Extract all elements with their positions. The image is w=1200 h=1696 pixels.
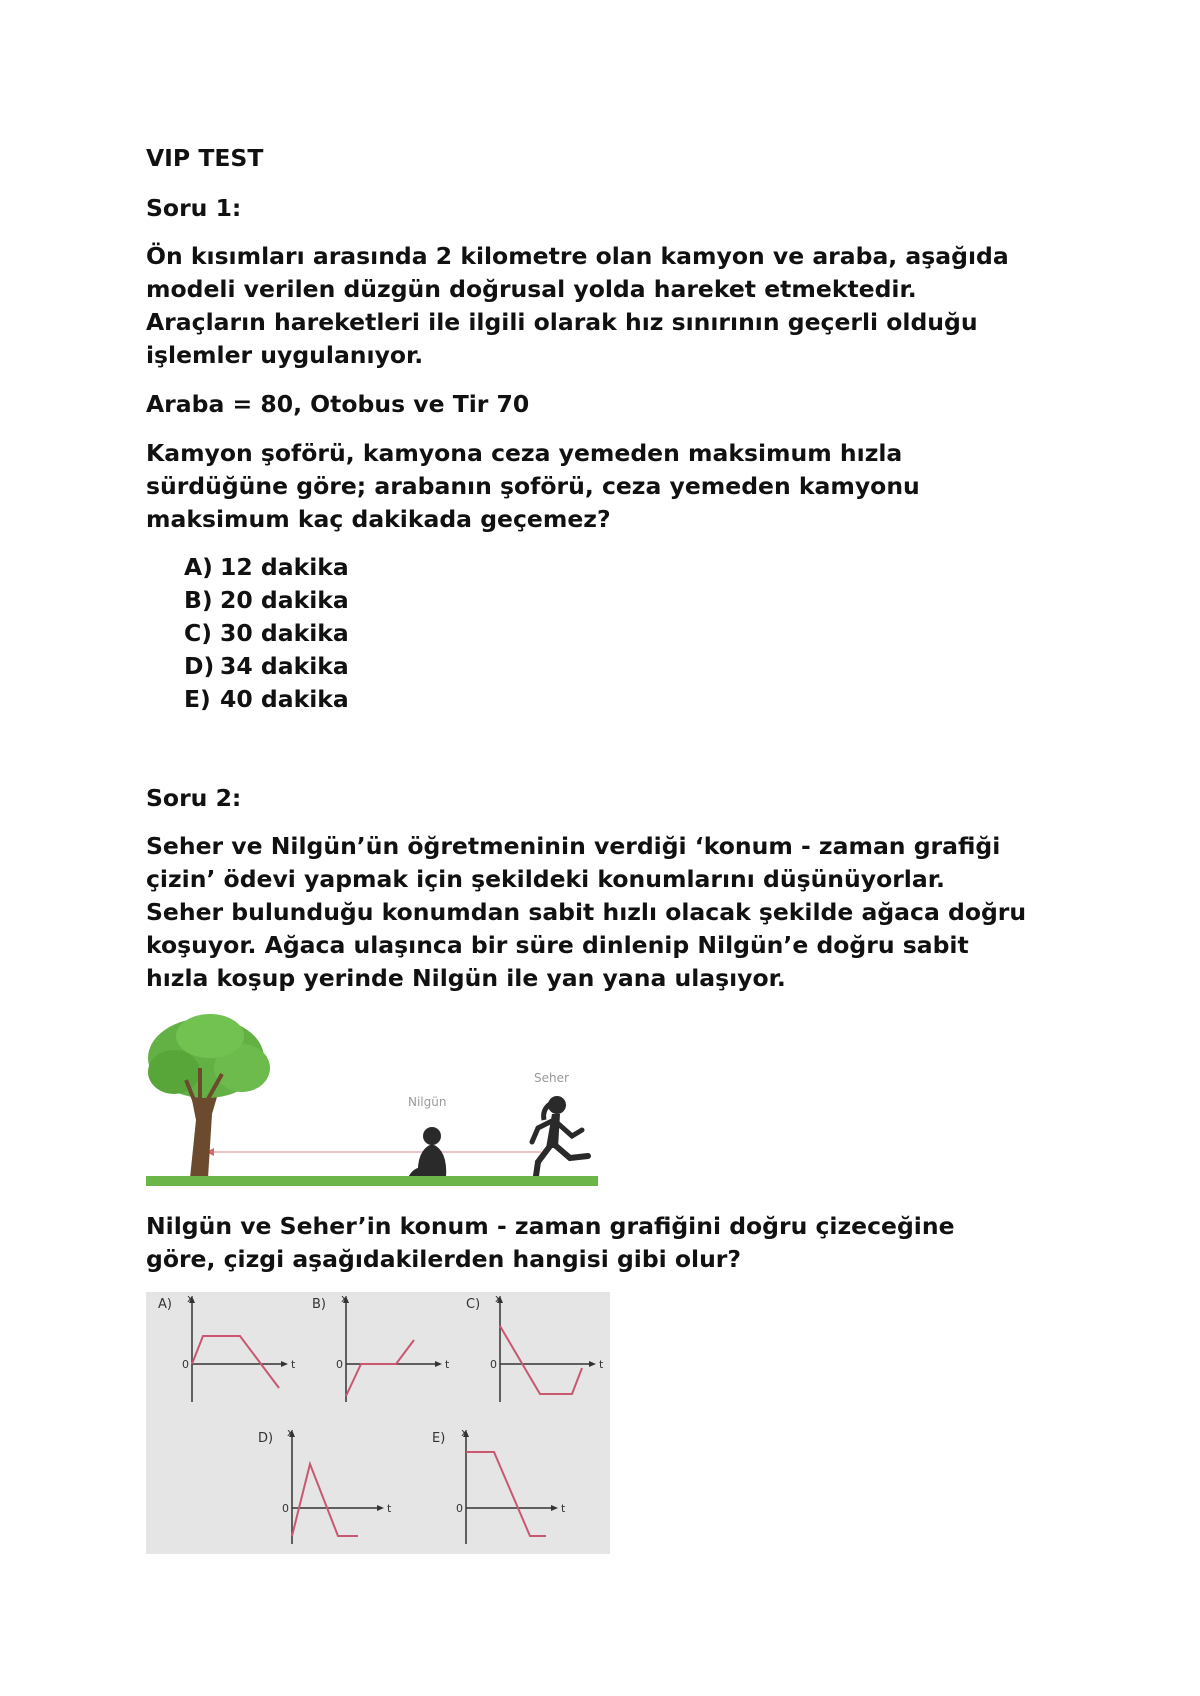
option-b[interactable]: [184, 584, 349, 617]
y-axis-label: x: [341, 1292, 348, 1305]
option-e[interactable]: [184, 683, 349, 716]
seher-label: Seher: [534, 1071, 569, 1085]
origin-label: 0: [182, 1358, 189, 1371]
graph-option-letter: A): [158, 1297, 172, 1312]
origin-label: 0: [282, 1502, 289, 1515]
option-text: 12 dakika: [220, 553, 349, 581]
y-axis-label: x: [495, 1292, 502, 1305]
scene-illustration: [146, 1010, 598, 1186]
origin-label: 0: [336, 1358, 343, 1371]
question-1-options: [184, 551, 349, 716]
document-title: VIP TEST: [146, 144, 264, 172]
graph-options-figure: [146, 1292, 610, 1554]
graph-option-letter: B): [312, 1297, 326, 1312]
question-2-text-line: hızla koşup yerinde Nilgün ile yan yana ulaşıyor.: [146, 964, 786, 992]
option-text: 40 dakika: [220, 685, 349, 713]
option-text: 30 dakika: [220, 619, 349, 647]
option-letter: A): [184, 553, 213, 581]
grass-ground: [146, 1176, 598, 1186]
question-1-text-line: Araçların hareketleri ile ilgili olarak hız sınırının geçerli olduğu: [146, 308, 978, 336]
option-letter: D): [184, 652, 215, 680]
option-letter: C): [184, 619, 212, 647]
question-1-text-line: Ön kısımları arasında 2 kilometre olan kamyon ve araba, aşağıda: [146, 242, 1009, 270]
question-2-text-line: Seher bulunduğu konumdan sabit hızlı olacak şekilde ağaca doğru: [146, 898, 1027, 926]
y-axis-label: x: [461, 1426, 468, 1439]
question-1-heading: Soru 1:: [146, 194, 242, 222]
option-text: 34 dakika: [220, 652, 349, 680]
option-a[interactable]: [184, 551, 349, 584]
question-1-prompt-line: Kamyon şoförü, kamyona ceza yemeden maksimum hızla: [146, 439, 903, 467]
graph-option-letter: E): [432, 1431, 446, 1446]
origin-label: 0: [490, 1358, 497, 1371]
option-letter: E): [184, 685, 211, 713]
question-1-prompt-line: maksimum kaç dakikada geçemez?: [146, 505, 611, 533]
x-axis-label: t: [561, 1502, 566, 1515]
option-c[interactable]: [184, 617, 349, 650]
y-axis-label: x: [187, 1292, 194, 1305]
question-2-text-line: Seher ve Nilgün’ün öğretmeninin verdiği ‘konum - zaman grafiği: [146, 832, 1001, 860]
x-axis-label: t: [291, 1358, 296, 1371]
question-1-text-line: modeli verilen düzgün doğrusal yolda hareket etmektedir.: [146, 275, 917, 303]
y-axis-label: x: [287, 1426, 294, 1439]
question-1-prompt-line: sürdüğüne göre; arabanın şoförü, ceza yemeden kamyonu: [146, 472, 920, 500]
x-axis-label: t: [387, 1502, 392, 1515]
option-letter: B): [184, 586, 213, 614]
nilgun-label: Nilgün: [408, 1095, 447, 1109]
option-text: 20 dakika: [220, 586, 349, 614]
x-axis-label: t: [445, 1358, 450, 1371]
graph-background: [146, 1292, 610, 1554]
question-2-prompt-line: Nilgün ve Seher’in konum - zaman grafiğini doğru çizeceğine: [146, 1212, 955, 1240]
question-2-heading: Soru 2:: [146, 784, 242, 812]
question-2-text-line: çizin’ ödevi yapmak için şekildeki konumlarını düşünüyorlar.: [146, 865, 945, 893]
speed-limits-line: Araba = 80, Otobus ve Tir 70: [146, 390, 530, 418]
graph-option-letter: D): [258, 1431, 274, 1446]
origin-label: 0: [456, 1502, 463, 1515]
question-2-prompt-line: göre, çizgi aşağıdakilerden hangisi gibi olur?: [146, 1245, 742, 1273]
option-d[interactable]: [184, 650, 349, 683]
question-2-text-line: koşuyor. Ağaca ulaşınca bir süre dinlenip Nilgün’e doğru sabit: [146, 931, 969, 959]
graph-option-letter: C): [466, 1297, 481, 1312]
x-axis-label: t: [599, 1358, 604, 1371]
question-1-text-line: işlemler uygulanıyor.: [146, 341, 424, 369]
